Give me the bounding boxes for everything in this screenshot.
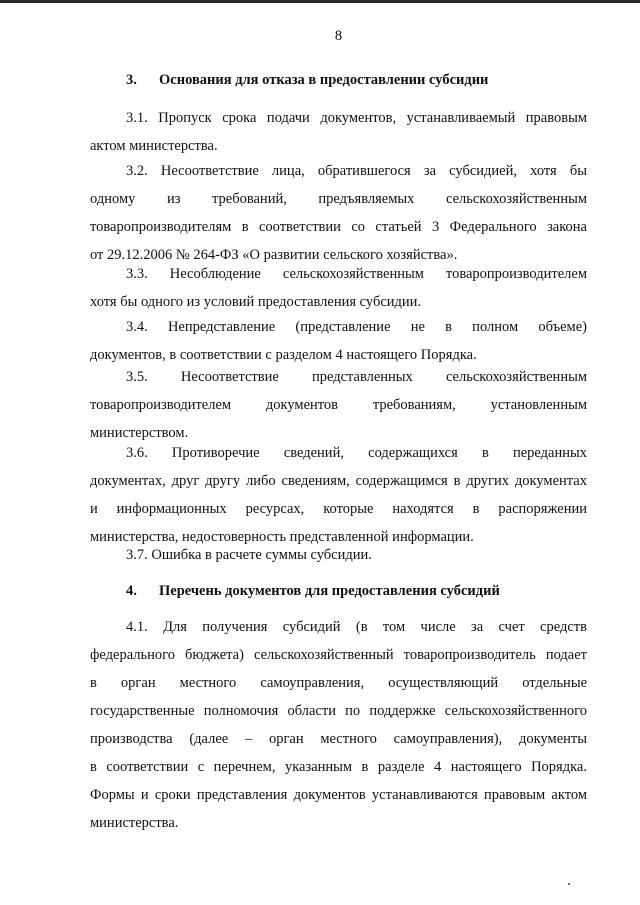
scan-speck — [568, 883, 570, 885]
paragraph-line: 3.2. Несоответствие лица, обратившегося за субсидией, хотя бы — [126, 163, 587, 179]
paragraph-line: министерства. — [90, 815, 179, 831]
paragraph-line: министерства, недостоверность представленной информации. — [90, 529, 474, 545]
paragraph-line: производства (далее – орган местного самоуправления), документы — [90, 731, 587, 747]
paragraph-line: документов, в соответствии с разделом 4 настоящего Порядка. — [90, 347, 477, 363]
paragraph-3-7 — [90, 541, 587, 569]
paragraph-3-2 — [90, 157, 587, 269]
paragraph-line: товаропроизводителям в соответствии со статьей 3 Федерального закона — [90, 219, 587, 235]
section-3-number: 3. — [126, 72, 137, 88]
paragraph-line: от 29.12.2006 № 264-ФЗ «О развитии сельского хозяйства». — [90, 247, 458, 263]
paragraph-line: товаропроизводителем документов требованиям, установленным — [90, 397, 587, 413]
paragraph-line: документах, друг другу либо сведениям, содержащимся в других документах — [90, 473, 587, 489]
paragraph-line: одному из требований, предъявляемых сельскохозяйственным — [90, 191, 587, 207]
paragraph-line: в соответствии с перечнем, указанным в разделе 4 настоящего Порядка. — [90, 759, 587, 775]
paragraph-line: 3.5. Несоответствие представленных сельскохозяйственным — [126, 369, 587, 385]
section-4-number: 4. — [126, 583, 137, 599]
section-3-title: Основания для отказа в предоставлении субсидии — [159, 72, 489, 88]
paragraph-3-5 — [90, 363, 587, 447]
paragraph-3-1 — [90, 104, 587, 160]
paragraph-line: министерством. — [90, 425, 189, 441]
paragraph-line: федерального бюджета) сельскохозяйственный товаропроизводитель подает — [90, 647, 587, 663]
paragraph-line: Формы и сроки представления документов устанавливаются правовым актом — [90, 787, 587, 803]
paragraph-line: актом министерства. — [90, 138, 218, 154]
section-4-title: Перечень документов для предоставления субсидий — [159, 583, 500, 599]
paragraph-line: хотя бы одного из условий предоставления субсидии. — [90, 294, 422, 310]
paragraph-line: 3.7. Ошибка в расчете суммы субсидии. — [126, 547, 372, 563]
paragraph-line: 3.4. Непредставление (представление не в полном объеме) — [126, 319, 587, 335]
paragraph-line: 4.1. Для получения субсидий (в том числе за счет средств — [126, 619, 587, 635]
paragraph-line: и информационных ресурсах, которые находятся в распоряжении — [90, 501, 587, 517]
paragraph-line: государственные полномочия области по поддержке сельскохозяйственного — [90, 703, 587, 719]
paragraph-3-6 — [90, 439, 587, 551]
paragraph-3-3 — [90, 260, 587, 316]
page-number: 8 — [334, 28, 343, 44]
paragraph-line: 3.3. Несоблюдение сельскохозяйственным товаропроизводителем — [126, 266, 587, 282]
paragraph-line: 3.1. Пропуск срока подачи документов, устанавливаемый правовым — [126, 110, 587, 126]
scan-top-edge — [0, 0, 640, 3]
paragraph-4-1 — [90, 613, 587, 837]
paragraph-line: в орган местного самоуправления, осуществляющий отдельные — [90, 675, 587, 691]
paragraph-3-4 — [90, 313, 587, 369]
paragraph-line: 3.6. Противоречие сведений, содержащихся в переданных — [126, 445, 587, 461]
